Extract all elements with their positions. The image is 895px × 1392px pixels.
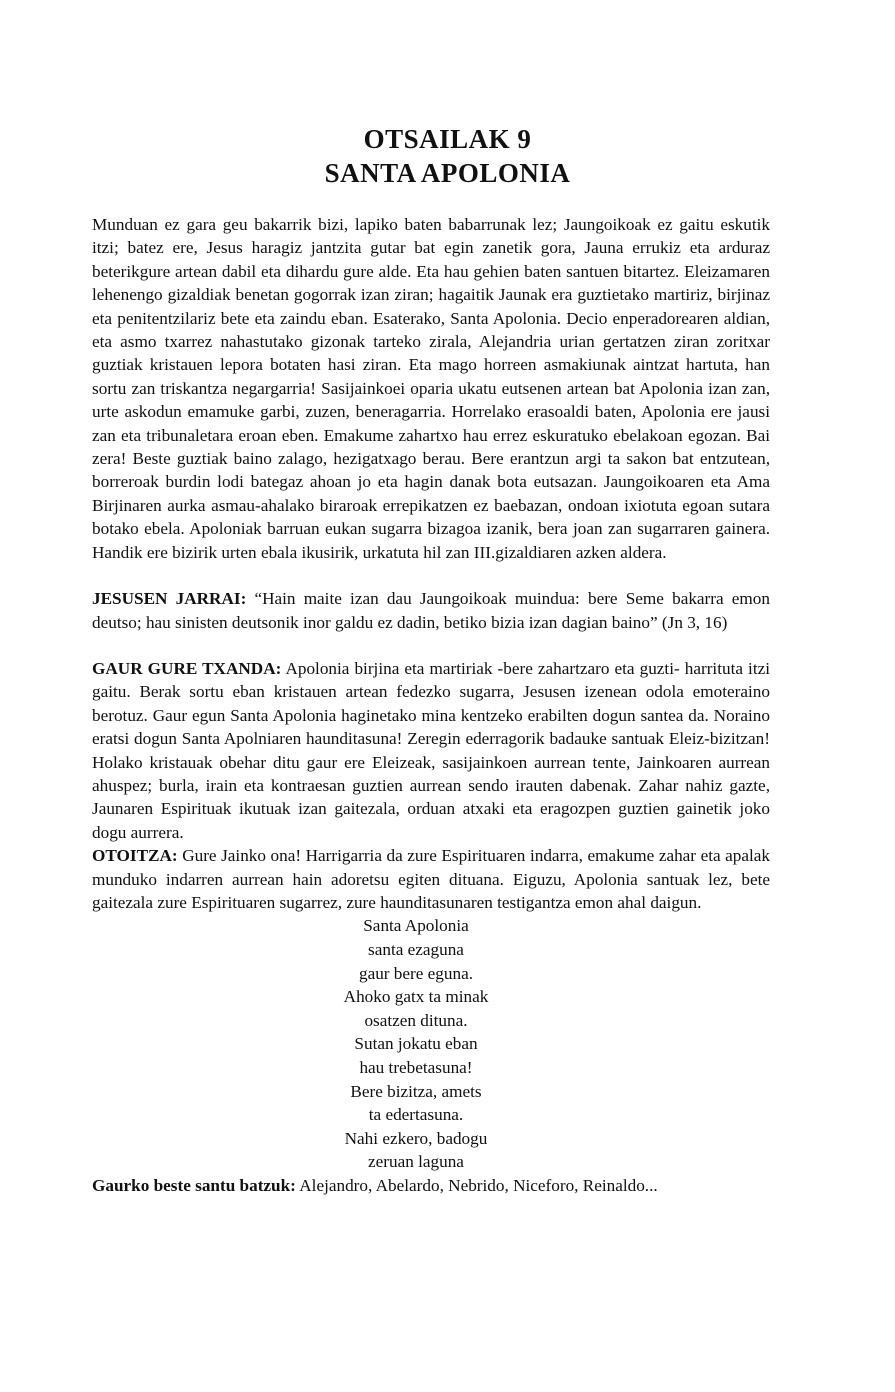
document-body xyxy=(92,213,770,1197)
gaur-gure-txanda-label: GAUR GURE TXANDA: xyxy=(92,658,282,678)
poem-line: Sutan jokatu eban xyxy=(354,1034,478,1054)
poem-line: Ahoko gatx ta minak xyxy=(343,987,489,1007)
poem-line: ta edertasuna. xyxy=(368,1105,464,1125)
other-saints-label: Gaurko beste santu batzuk: xyxy=(92,1175,296,1195)
poem-line: santa ezaguna xyxy=(368,939,464,959)
poem-line: gaur bere eguna. xyxy=(358,963,474,983)
poem-line: Santa Apolonia xyxy=(363,916,469,936)
jesusen-jarrai-label: JESUSEN JARRAI: xyxy=(92,589,247,609)
gaur-gure-txanda-text: Apolonia birjina eta martiriak -bere zahartzaro eta guzti- harrituta itzi gaitu. Berak sortu eban kristauen artean fedezko sugarra, Jesusen izenean odola emoteraino berotuz. Gaur egun Santa Apolonia haginetako mina kentzeko erabilten dogun santea da. Noraino eratsi dogun Santa Apolniaren haunditasuna! Zeregin ederragorik badauke santuak Eleiz-bizitzan! Holako kristauak obehar ditu gaur ere Eleizeak, sasijainkoen aurrean tente, Jainkoaren aurrean ahuspez; burla, irain eta kontraesan guztien aurrean sendo irauten dabenak. Zahar nahiz gazte, Jaunaren Espirituak ikutuak izan gaitezala, orduan atxaki eta eragozpen guztien gainetik joko dogu aurrera. xyxy=(92,658,770,842)
poem-line: hau trebetasuna! xyxy=(359,1057,473,1077)
page-title xyxy=(0,122,895,190)
title-saint-name: SANTA APOLONIA xyxy=(324,158,571,188)
poem-line: zeruan laguna xyxy=(368,1152,464,1172)
title-date: OTSAILAK 9 xyxy=(363,124,532,154)
poem xyxy=(92,914,770,1174)
jesusen-jarrai-paragraph xyxy=(92,587,770,634)
otoitza-label: OTOITZA: xyxy=(92,846,178,866)
poem-line: Bere bizitza, amets xyxy=(350,1081,482,1101)
other-saints-list: Alejandro, Abelardo, Nebrido, Niceforo, Reinaldo... xyxy=(295,1175,658,1195)
intro-paragraph: Munduan ez gara geu bakarrik bizi, lapiko baten babarrunak lez; Jaungoikoak ez gaitu eskutik itzi; batez ere, Jesus haragiz jantzita gutar bat egin zanetik gora, Jauna errukiz eta arduraz beterikgure artean dabil eta dihardu gure alde. Eta hau gehien baten santuen bitartez. Eleizamaren lehenengo gizaldiak benetan gogorrak izan ziran; hagaitik Jaunak era guztietako martiriz, birjinaz eta penitentzilariz bete eta zaindu eban. Esaterako, Santa Apolonia. Decio enperadorearen aldian, eta asmo txarrez nahastutako gizonak tarteko zirala, Alejandria urian gertatzen ziran zoritxar guztiak kristauen lepora botaten hasi ziran. Eta mago horreen asmakiunak aintzat hartuta, han sortu zan triskantza negargarria! Sasijainkoei oparia ukatu eutsenen artean bat Apolonia izan zan, urte askodun emamuke garbi, zuzen, beneragarria. Horrelako erasoaldi baten, Apolonia ere jausi zan eta tribunaletara eroan eben. Emakume zahartxo hau errez eskuratuko ebelakoan egozan. Bai zera! Beste guztiak baino zalago, hezigatxago berau. Bere erantzun argi ta sakon bat entzutean, borreroak burdin lodi bategaz ahoan jo eta hagin danak bota eutsazan. Jaungoikoaren eta Ama Birjinaren aurka asmau-ahalako biraroak errepikatzen ez baebazan, ondoan ixiotuta egoan sutara botako ebela. Apoloniak barruan eukan sugarra bizagoa izanik, bera joan zan sugarraren gainera. Handik ere bizirik urten ebala ikusirik, urkatuta hil zan III.gizaldiaren azken aldera. xyxy=(92,215,770,562)
poem-line: osatzen dituna. xyxy=(364,1010,468,1030)
other-saints-line xyxy=(92,1174,770,1197)
gaur-gure-txanda-paragraph xyxy=(92,657,770,844)
poem-line: Nahi ezkero, badogu xyxy=(344,1128,488,1148)
otoitza-text: Gure Jainko ona! Harrigarria da zure Espirituaren indarra, emakume zahar eta apalak munduko indarren aurrean hain adoretsu egiten dituana. Eiguzu, Apolonia santuak lez, bete gaitezala zure Espirituaren sugarrez, zure haunditasunaren testigantza emon ahal daigun. xyxy=(92,846,770,912)
jesusen-jarrai-text: “Hain maite izan dau Jaungoikoak muindua: bere Seme bakarra emon deutso; hau sinisten deutsonik inor galdu ez dadin, betiko bizia izan dagian baino” (Jn 3, 16) xyxy=(92,589,770,632)
otoitza-paragraph xyxy=(92,844,770,914)
